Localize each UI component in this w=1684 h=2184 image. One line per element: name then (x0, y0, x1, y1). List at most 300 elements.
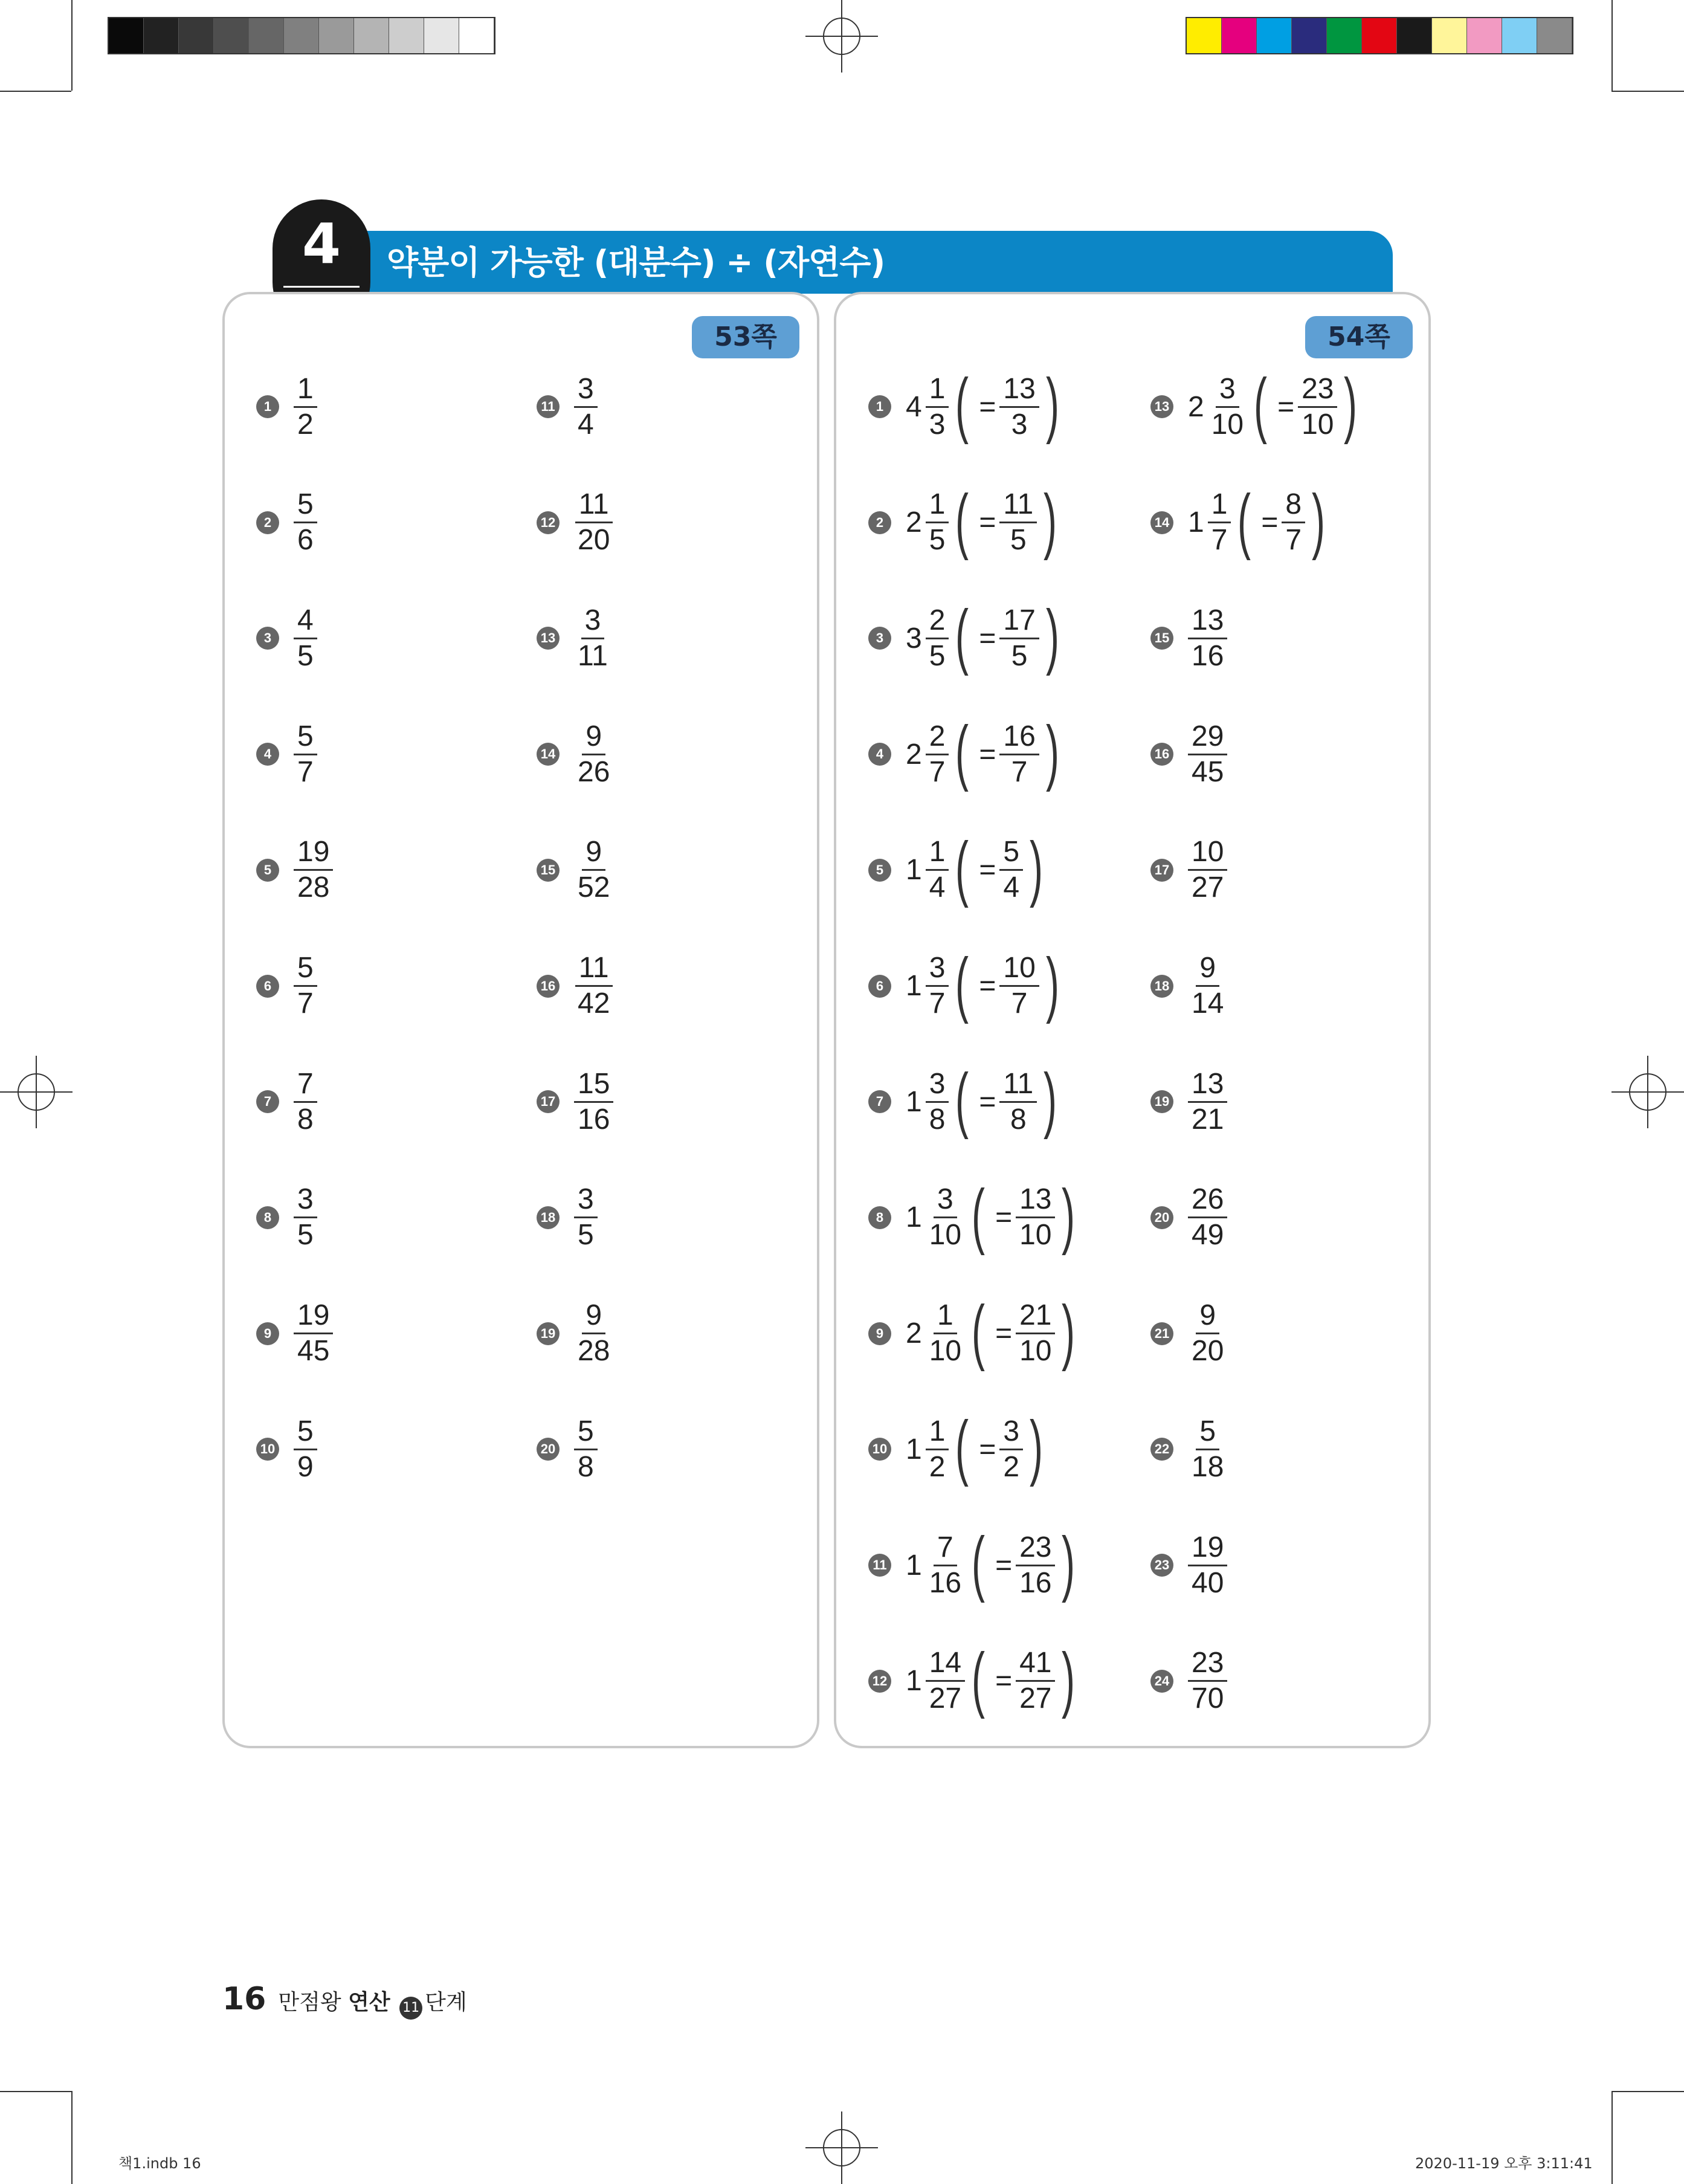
numerator: 3 (294, 1185, 317, 1218)
numerator: 3 (581, 606, 605, 639)
answer-item (537, 950, 613, 1023)
fraction (999, 1067, 1037, 1136)
numerator: 15 (574, 1070, 613, 1103)
answer-item (868, 479, 1063, 561)
denominator: 14 (1192, 987, 1224, 1019)
problem-number-badge: 10 (256, 1438, 279, 1461)
fraction (926, 372, 949, 441)
denominator: 2 (1003, 1450, 1020, 1483)
close-paren: ) (1045, 711, 1059, 793)
fraction (1188, 1185, 1227, 1250)
fraction (294, 1301, 333, 1366)
numerator: 19 (294, 1301, 333, 1334)
answer-item (256, 370, 317, 443)
color-swatch (179, 18, 214, 53)
denominator: 20 (1192, 1335, 1224, 1368)
whole-number: 1 (906, 1433, 922, 1465)
denominator: 3 (1011, 408, 1028, 441)
equals-sign: = (995, 1549, 1013, 1581)
answer-item (256, 950, 317, 1023)
numerator: 9 (1196, 1301, 1219, 1334)
answer-item (1150, 1065, 1227, 1138)
open-paren: ( (955, 943, 969, 1024)
page-footer (222, 1981, 467, 2017)
whole-number: 1 (906, 1085, 922, 1118)
numerator: 23 (1016, 1533, 1055, 1566)
denominator: 10 (1019, 1219, 1052, 1252)
denominator: 18 (1192, 1450, 1224, 1483)
problem-number-badge: 4 (256, 743, 279, 766)
fraction (999, 954, 1039, 1018)
numerator: 13 (1016, 1185, 1055, 1218)
numerator: 9 (582, 1301, 605, 1334)
numerator: 26 (1188, 1185, 1227, 1218)
whole-number: 2 (906, 738, 922, 771)
answer-item (868, 1522, 1082, 1603)
denominator: 6 (297, 524, 314, 557)
problem-number-badge: 20 (537, 1438, 560, 1461)
problem-number-badge: 9 (868, 1322, 891, 1345)
color-swatch (249, 18, 284, 53)
answer-item (537, 370, 598, 443)
problem-number-badge: 7 (868, 1090, 891, 1113)
open-paren: ( (955, 364, 969, 445)
numerator: 9 (582, 838, 605, 871)
fraction (999, 838, 1023, 902)
problem-number-badge: 8 (868, 1206, 891, 1229)
numerator: 2 (926, 722, 949, 755)
color-swatch (1187, 18, 1222, 53)
color-swatch (284, 18, 319, 53)
page-number: 16 (222, 1981, 266, 2017)
color-swatch (319, 18, 354, 53)
numerator: 5 (294, 722, 317, 755)
problem-number-badge: 12 (537, 511, 560, 534)
fraction (1188, 1417, 1227, 1482)
problem-number-badge: 17 (1150, 859, 1173, 882)
numerator: 4 (294, 606, 317, 639)
denominator: 5 (929, 524, 946, 557)
color-swatch (214, 18, 249, 53)
numerator: 2 (926, 606, 949, 639)
denominator: 10 (1211, 408, 1244, 441)
denominator: 9 (297, 1450, 314, 1483)
numerator: 1 (926, 838, 949, 871)
numerator: 10 (1188, 838, 1227, 871)
answer-item (868, 1638, 1082, 1719)
answer-item (537, 834, 613, 906)
denominator: 7 (1285, 524, 1302, 557)
problem-number-badge: 1 (868, 395, 891, 418)
fraction (1016, 1301, 1055, 1366)
problem-number-badge: 3 (256, 627, 279, 650)
book-title-name: 만점왕 (278, 1990, 341, 2015)
fraction (294, 1417, 317, 1482)
numerator: 10 (999, 954, 1039, 987)
color-swatch (1362, 18, 1397, 53)
fraction (926, 1649, 965, 1713)
open-paren: ( (955, 1059, 969, 1140)
fraction (574, 838, 613, 902)
fraction (999, 1417, 1023, 1482)
answer-item (868, 364, 1066, 445)
denominator: 3 (929, 408, 946, 441)
problem-number-badge: 7 (256, 1090, 279, 1113)
numerator: 3 (926, 954, 949, 987)
fraction (1298, 372, 1337, 441)
fraction (574, 1301, 613, 1366)
book-subject: 연산 (348, 1990, 390, 2015)
denominator: 7 (1011, 755, 1028, 788)
whole-number: 1 (1188, 506, 1204, 539)
book-title (278, 1985, 466, 2017)
color-swatch (459, 18, 494, 53)
denominator: 16 (929, 1566, 962, 1599)
answer-item (868, 595, 1066, 677)
close-paren: ) (1344, 364, 1358, 445)
numerator: 13 (999, 375, 1039, 408)
open-paren: ( (955, 711, 969, 793)
problem-number-badge: 6 (868, 975, 891, 998)
denominator: 7 (929, 987, 946, 1019)
fraction (1016, 1533, 1055, 1598)
numerator: 19 (294, 838, 333, 871)
equals-sign: = (979, 1433, 996, 1465)
numerator: 29 (1188, 722, 1227, 755)
equals-sign: = (979, 506, 996, 539)
fraction (574, 954, 613, 1018)
color-swatch (1467, 18, 1502, 53)
problem-number-badge: 15 (537, 859, 560, 882)
numerator: 11 (575, 490, 613, 523)
fraction (926, 606, 949, 671)
problem-number-badge: 16 (537, 975, 560, 998)
numerator: 7 (294, 1070, 317, 1103)
fraction (1282, 490, 1305, 555)
equals-sign: = (979, 622, 996, 654)
close-paren: ) (1045, 595, 1059, 677)
numerator: 3 (574, 375, 598, 408)
page-title: 약분이 가능한 (대분수) ÷ (자연수) (387, 244, 885, 282)
numerator: 16 (999, 722, 1039, 755)
denominator: 49 (1192, 1219, 1224, 1252)
fraction (926, 1417, 949, 1482)
open-paren: ( (955, 479, 969, 561)
numerator: 13 (1188, 1070, 1227, 1103)
numerator: 11 (575, 954, 613, 987)
problem-number-badge: 13 (1150, 395, 1173, 418)
answer-item (256, 1413, 317, 1485)
denominator: 5 (929, 639, 946, 672)
equals-sign: = (979, 854, 996, 887)
fraction (294, 1185, 317, 1250)
numerator: 19 (1188, 1533, 1227, 1566)
denominator: 5 (1011, 639, 1028, 672)
fraction (926, 1533, 965, 1598)
fraction (294, 722, 317, 787)
numerator: 5 (294, 490, 317, 523)
color-swatch (424, 18, 459, 53)
color-swatch-strip (1186, 17, 1573, 54)
whole-number: 1 (906, 854, 922, 887)
color-swatch (109, 18, 144, 53)
open-paren: ( (955, 1406, 969, 1488)
numerator: 1 (926, 375, 949, 408)
denominator: 21 (1192, 1103, 1224, 1136)
denominator: 28 (578, 1335, 610, 1368)
numerator: 9 (582, 722, 605, 755)
answer-item (1150, 1645, 1227, 1717)
fraction (1188, 1533, 1227, 1598)
crop-mark (0, 91, 71, 92)
denominator: 10 (929, 1335, 962, 1368)
numerator: 3 (999, 1417, 1023, 1450)
equals-sign: = (1261, 506, 1279, 539)
denominator: 10 (1019, 1335, 1052, 1368)
numerator: 23 (1188, 1649, 1227, 1682)
numerator: 3 (926, 1070, 949, 1103)
problem-number-badge: 21 (1150, 1322, 1173, 1345)
fraction (1188, 722, 1227, 787)
color-swatch (1432, 18, 1467, 53)
denominator: 8 (929, 1103, 946, 1136)
answer-item (1150, 950, 1227, 1023)
problem-number-badge: 19 (1150, 1090, 1173, 1113)
denominator: 27 (929, 1682, 962, 1715)
fraction (294, 1067, 317, 1136)
problem-number-badge: 18 (537, 1206, 560, 1229)
open-paren: ( (955, 827, 969, 908)
problem-number-badge: 14 (537, 743, 560, 766)
fraction (1188, 1301, 1227, 1366)
fraction (926, 1067, 949, 1136)
denominator: 16 (1019, 1566, 1052, 1599)
denominator: 7 (929, 755, 946, 788)
close-paren: ) (1062, 1290, 1076, 1372)
answer-item (1150, 364, 1364, 445)
whole-number: 2 (906, 1317, 922, 1350)
answer-item (868, 711, 1066, 793)
problem-number-badge: 23 (1150, 1554, 1173, 1577)
answer-item (537, 602, 611, 674)
answer-item (868, 1059, 1063, 1140)
day-number: 4 (302, 212, 341, 276)
answer-item (537, 718, 613, 790)
whole-number: 1 (906, 1665, 922, 1698)
denominator: 2 (297, 408, 314, 441)
fraction (926, 1185, 965, 1250)
answer-item (256, 1181, 317, 1254)
page-tag-right: 54쪽 (1305, 316, 1413, 358)
denominator: 8 (578, 1450, 594, 1483)
equals-sign: = (1277, 390, 1295, 423)
open-paren: ( (972, 1522, 986, 1603)
registration-mark-bottom (805, 2111, 878, 2184)
answer-item (256, 1297, 333, 1370)
answer-item (868, 1406, 1050, 1488)
numerator: 1 (1208, 490, 1231, 523)
problem-number-badge: 2 (868, 511, 891, 534)
denominator: 20 (578, 524, 610, 557)
fraction (1208, 372, 1247, 441)
whole-number: 4 (906, 390, 922, 423)
answer-item (256, 602, 317, 674)
whole-number: 1 (906, 1549, 922, 1581)
numerator: 5 (1196, 1417, 1219, 1450)
equals-sign: = (979, 738, 996, 771)
denominator: 42 (578, 987, 610, 1019)
close-paren: ) (1062, 1638, 1076, 1719)
numerator: 5 (294, 1417, 317, 1450)
fraction (574, 1417, 598, 1482)
equals-sign: = (995, 1317, 1013, 1350)
whole-number: 2 (906, 506, 922, 539)
fraction (926, 838, 949, 902)
denominator: 28 (297, 871, 330, 904)
close-paren: ) (1062, 1174, 1076, 1256)
fraction (926, 490, 949, 555)
denominator: 5 (578, 1219, 594, 1252)
problem-number-badge: 19 (537, 1322, 560, 1345)
close-paren: ) (1045, 364, 1059, 445)
color-swatch (1292, 18, 1327, 53)
close-paren: ) (1044, 479, 1057, 561)
denominator: 27 (1192, 871, 1224, 904)
numerator: 5 (574, 1417, 598, 1450)
registration-mark-right (1611, 1056, 1684, 1128)
answer-item (1150, 834, 1227, 906)
answer-item (537, 486, 613, 559)
equals-sign: = (979, 390, 996, 423)
color-swatch (1397, 18, 1432, 53)
numerator: 17 (999, 606, 1039, 639)
numerator: 3 (1216, 375, 1239, 408)
fraction (1188, 1067, 1227, 1136)
crop-mark (1611, 2091, 1613, 2184)
fraction (926, 954, 949, 1018)
close-paren: ) (1030, 827, 1044, 908)
color-swatch (354, 18, 389, 53)
denominator: 7 (1011, 987, 1028, 1019)
close-paren: ) (1044, 1059, 1057, 1140)
fraction (1188, 606, 1227, 671)
numerator: 1 (926, 1417, 949, 1450)
whole-number: 1 (906, 970, 922, 1002)
answer-item (1150, 718, 1227, 790)
fraction (1188, 954, 1227, 1018)
answer-item (868, 1174, 1082, 1256)
slug-timestamp: 2020-11-19 오후 3:11:41 (1415, 2155, 1593, 2172)
numerator: 1 (934, 1301, 957, 1334)
answer-item (537, 1297, 613, 1370)
whole-number: 2 (1188, 390, 1204, 423)
problem-number-badge: 24 (1150, 1670, 1173, 1693)
close-paren: ) (1045, 943, 1059, 1024)
numerator: 1 (294, 375, 317, 408)
answer-item (1150, 1297, 1227, 1370)
crop-mark (71, 0, 73, 91)
problem-number-badge: 6 (256, 975, 279, 998)
numerator: 11 (999, 1070, 1037, 1103)
numerator: 11 (999, 490, 1037, 523)
color-swatch (389, 18, 424, 53)
problem-number-badge: 16 (1150, 743, 1173, 766)
numerator: 21 (1016, 1301, 1055, 1334)
problem-number-badge: 9 (256, 1322, 279, 1345)
denominator: 11 (578, 639, 608, 672)
fraction (294, 606, 317, 671)
problem-number-badge: 15 (1150, 627, 1173, 650)
denominator: 2 (929, 1450, 946, 1483)
denominator: 7 (1211, 524, 1228, 557)
problem-number-badge: 12 (868, 1670, 891, 1693)
crop-mark (71, 2091, 73, 2184)
whole-number: 1 (906, 1201, 922, 1234)
problem-number-badge: 4 (868, 743, 891, 766)
fraction (574, 1067, 613, 1136)
denominator: 5 (297, 1219, 314, 1252)
fraction (294, 490, 317, 555)
numerator: 9 (1196, 954, 1219, 987)
problem-number-badge: 1 (256, 395, 279, 418)
equals-sign: = (995, 1201, 1013, 1234)
whole-number: 3 (906, 622, 922, 654)
problem-number-badge: 13 (537, 627, 560, 650)
fraction (1208, 490, 1231, 555)
denominator: 4 (1003, 871, 1020, 904)
denominator: 27 (1019, 1682, 1052, 1715)
numerator: 1 (926, 490, 949, 523)
denominator: 45 (297, 1335, 330, 1368)
fraction (1016, 1649, 1055, 1713)
open-paren: ( (972, 1638, 986, 1719)
denominator: 8 (1010, 1103, 1027, 1136)
answer-item (1150, 479, 1332, 561)
numerator: 23 (1298, 375, 1337, 408)
close-paren: ) (1030, 1406, 1044, 1488)
problem-number-badge: 11 (537, 395, 560, 418)
open-paren: ( (955, 595, 969, 677)
fraction (926, 1301, 965, 1366)
numerator: 7 (934, 1533, 957, 1566)
numerator: 41 (1016, 1649, 1055, 1682)
stage-suffix: 단계 (425, 1990, 467, 2015)
fraction (1188, 1649, 1227, 1713)
answer-item (1150, 602, 1227, 674)
denominator: 5 (1010, 524, 1027, 557)
registration-mark-top (805, 0, 878, 73)
numerator: 13 (1188, 606, 1227, 639)
problem-number-badge: 10 (868, 1438, 891, 1461)
color-swatch (144, 18, 179, 53)
answer-item (537, 1065, 613, 1138)
numerator: 5 (999, 838, 1023, 871)
fraction (574, 490, 613, 555)
crop-mark (1611, 0, 1613, 91)
problem-number-badge: 5 (868, 859, 891, 882)
fraction (574, 372, 598, 441)
page-tag-left: 53쪽 (692, 316, 799, 358)
fraction (999, 372, 1039, 441)
numerator: 3 (934, 1185, 957, 1218)
equals-sign: = (979, 1085, 996, 1118)
registration-mark-left (0, 1056, 73, 1128)
problem-number-badge: 8 (256, 1206, 279, 1229)
denominator: 16 (1192, 639, 1224, 672)
answer-item (256, 834, 333, 906)
fraction (999, 722, 1039, 787)
equals-sign: = (995, 1665, 1013, 1698)
